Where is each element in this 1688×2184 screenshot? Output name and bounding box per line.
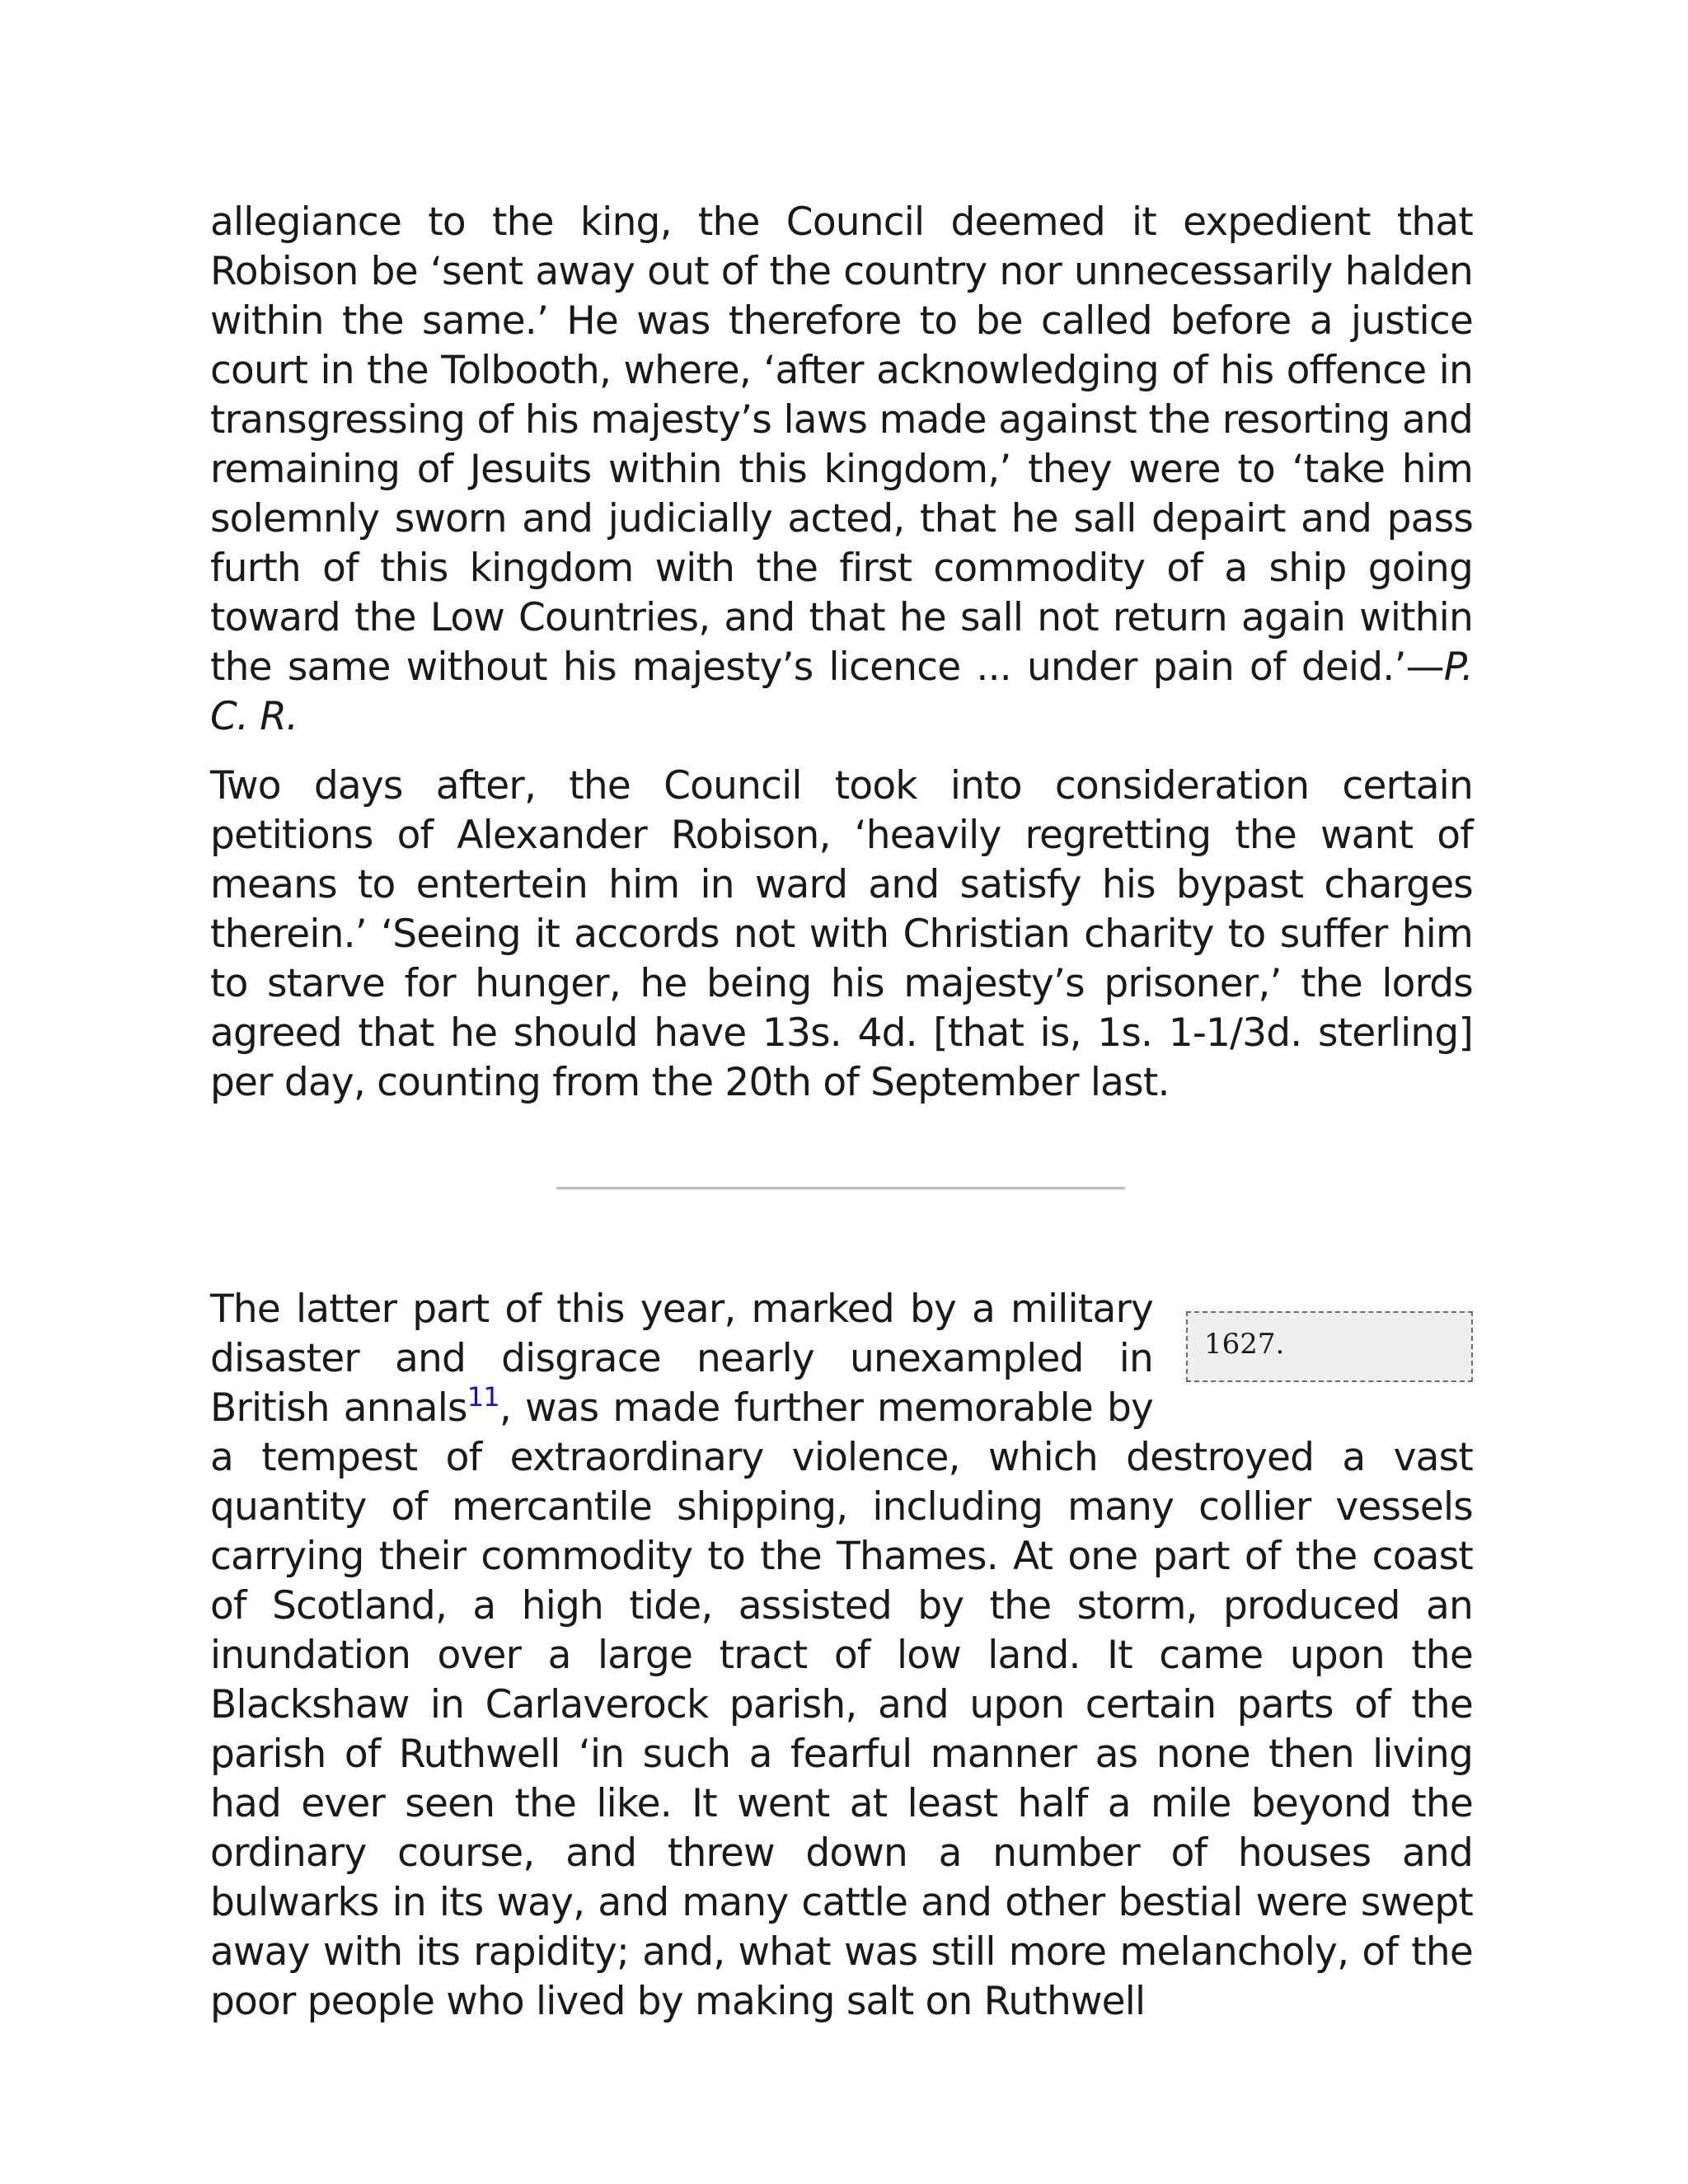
year-sidenote: 1627. bbox=[1186, 1311, 1473, 1382]
section-divider bbox=[556, 1187, 1125, 1190]
page-content bbox=[210, 198, 1473, 2027]
paragraph-robison-banishment bbox=[210, 198, 1473, 742]
paragraph-text: The latter part of this year, marked by a military disaster and disgrace nearly unexampled in British annals bbox=[210, 1286, 1153, 1431]
paragraph-tempest bbox=[210, 1285, 1473, 2027]
section-tempest bbox=[210, 1285, 1473, 2027]
footnote-link-11[interactable]: 11 bbox=[467, 1381, 499, 1413]
paragraph-text-continued: , was made further memorable by a tempest of extraordinary violence, which destroyed a vast quantity of mercantile shipping, including many collier vessels carrying their commodity to the Thames. At one part of the coast of Scotland, a high tide, assisted by the storm, produced an inundation over a large tract of low land. It came upon the Blackshaw in Carlaverock parish, and upon certain parts of the parish of Ruthwell ‘in such a fearful manner as none then living had ever seen the like. It went at least half a mile beyond the ordinary course, and threw down a number of houses and bulwarks in its way, and many cattle and other bestial were swept away with its rapidity; and, what was still more melancholy, of the poor people who lived by making salt on Ruthwell bbox=[210, 1385, 1473, 2024]
citation-pcr: P. C. R. bbox=[210, 644, 1473, 739]
paragraph-robison-petition: Two days after, the Council took into consideration certain petitions of Alexander Robison, ‘heavily regretting the want of means to entertein him in ward and satisfy his bypast charges therein.’ ‘Seeing it accords not with Christian charity to suffer him to starve for hunger, he being his majesty’s prisoner,’ the lords agreed that he should have 13s. 4d. [that is, 1s. 1-1/3d. sterling] per day, counting from the 20th of September last. bbox=[210, 763, 1473, 1105]
paragraph-text: allegiance to the king, the Council deemed it expedient that Robison be ‘sent away out of the country nor unnecessarily halden within the same.’ He was therefore to be called before a justice court in the Tolbooth, where, ‘after acknowledging of his offence in transgressing of his majesty’s laws made against the resorting and remaining of Jesuits within this kingdom,’ they were to ‘take him solemnly sworn and judicially acted, that he sall depairt and pass furth of this kingdom with the first commodity of a ship going toward the Low Countries, and that he sall not return again within the same without his majesty’s licence ... under pain of deid.’— bbox=[210, 199, 1473, 690]
